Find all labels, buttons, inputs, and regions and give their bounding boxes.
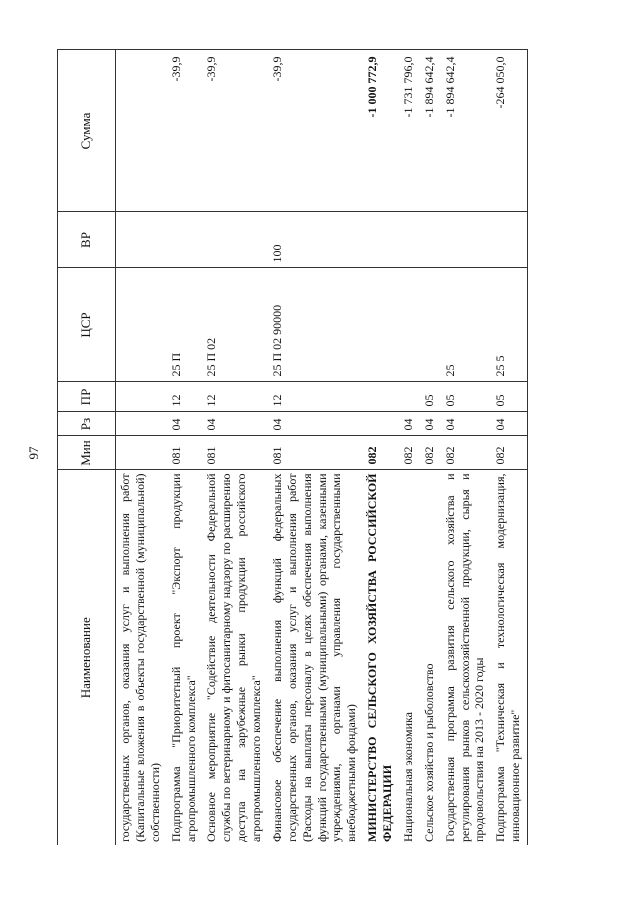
table-header bbox=[58, 50, 116, 845]
cell-csr: 25 5 bbox=[491, 268, 527, 382]
cell-csr: 25 П bbox=[167, 268, 203, 382]
cell-min: 081 bbox=[202, 436, 268, 470]
cell-sum: -39,9 bbox=[167, 50, 203, 212]
cell-min: 082 bbox=[420, 436, 441, 470]
cell-pr: 05 bbox=[420, 382, 441, 412]
cell-name: Финансовое обеспечение выполнения функций федеральных государственных органов, оказания услуг и выполнения работ (Расходы на выплаты персоналу в целях обеспечения выполнения функций государственными (муниципальными) органами, казенными учреждениями, органами управления государственными внебюджетными фондами) bbox=[268, 470, 363, 845]
cell-min: 082 bbox=[363, 436, 399, 470]
cell-sum: -264 050,0 bbox=[491, 50, 527, 212]
cell-rz: 04 bbox=[167, 412, 203, 436]
page-number: 97 bbox=[26, 446, 41, 460]
cell-vr bbox=[420, 212, 441, 268]
header-min: Мин bbox=[58, 436, 116, 470]
cell-rz bbox=[363, 412, 399, 436]
budget-table bbox=[57, 50, 528, 846]
cell-rz: 04 bbox=[441, 412, 492, 436]
cell-vr bbox=[202, 212, 268, 268]
cell-vr bbox=[167, 212, 203, 268]
cell-csr: 25 П 02 bbox=[202, 268, 268, 382]
cell-sum: -1 894 642,4 bbox=[441, 50, 492, 212]
cell-pr: 12 bbox=[202, 382, 268, 412]
cell-name: Основное мероприятие "Содействие деятельности Федеральной службы по ветеринарному и фитосанитарному надзору по расширению доступа на зарубежные рынки продукции российского агропромышленного комплекса" bbox=[202, 470, 268, 845]
cell-name: Подпрограмма "Техническая и технологическая модернизация, инновационное развитие" bbox=[491, 470, 527, 845]
table-row bbox=[441, 50, 492, 845]
cell-min bbox=[116, 436, 167, 470]
header-vr: ВР bbox=[58, 212, 116, 268]
cell-rz: 04 bbox=[399, 412, 420, 436]
cell-rz: 04 bbox=[268, 412, 363, 436]
cell-pr: 05 bbox=[441, 382, 492, 412]
cell-vr bbox=[363, 212, 399, 268]
cell-csr bbox=[420, 268, 441, 382]
header-rz: Рз bbox=[58, 412, 116, 436]
cell-csr: 25 bbox=[441, 268, 492, 382]
cell-csr: 25 П 02 90000 bbox=[268, 268, 363, 382]
cell-pr bbox=[399, 382, 420, 412]
table-row bbox=[363, 50, 399, 845]
table-row bbox=[399, 50, 420, 845]
cell-min: 082 bbox=[399, 436, 420, 470]
cell-pr bbox=[116, 382, 167, 412]
cell-sum: -1 894 642,4 bbox=[420, 50, 441, 212]
header-name: Наименование bbox=[58, 470, 116, 845]
cell-min: 081 bbox=[167, 436, 203, 470]
cell-min: 082 bbox=[441, 436, 492, 470]
cell-vr bbox=[491, 212, 527, 268]
cell-vr bbox=[441, 212, 492, 268]
cell-name: Сельское хозяйство и рыболовство bbox=[420, 470, 441, 845]
cell-sum: -39,9 bbox=[202, 50, 268, 212]
cell-sum: -1 000 772,9 bbox=[363, 50, 399, 212]
cell-rz bbox=[116, 412, 167, 436]
rotated-page-content bbox=[57, 50, 605, 845]
cell-rz: 04 bbox=[420, 412, 441, 436]
table-row bbox=[167, 50, 203, 845]
cell-csr bbox=[116, 268, 167, 382]
table-row bbox=[202, 50, 268, 845]
cell-min: 082 bbox=[491, 436, 527, 470]
cell-rz: 04 bbox=[491, 412, 527, 436]
table-row bbox=[420, 50, 441, 845]
cell-vr bbox=[116, 212, 167, 268]
table-row bbox=[268, 50, 363, 845]
cell-name: МИНИСТЕРСТВО СЕЛЬСКОГО ХОЗЯЙСТВА РОССИЙСКОЙ ФЕДЕРАЦИИ bbox=[363, 470, 399, 845]
cell-csr bbox=[399, 268, 420, 382]
cell-min: 081 bbox=[268, 436, 363, 470]
cell-pr bbox=[363, 382, 399, 412]
cell-pr: 12 bbox=[167, 382, 203, 412]
cell-vr: 100 bbox=[268, 212, 363, 268]
header-sum: Сумма bbox=[58, 50, 116, 212]
header-pr: ПР bbox=[58, 382, 116, 412]
cell-vr bbox=[399, 212, 420, 268]
cell-sum bbox=[116, 50, 167, 212]
cell-name: государственных органов, оказания услуг и выполнения работ (Капитальные вложения в объекты государственной (муниципальной) собственности) bbox=[116, 470, 167, 845]
header-csr: ЦСР bbox=[58, 268, 116, 382]
cell-name: Национальная экономика bbox=[399, 470, 420, 845]
cell-sum: -1 731 796,0 bbox=[399, 50, 420, 212]
table-row bbox=[491, 50, 527, 845]
cell-csr bbox=[363, 268, 399, 382]
cell-pr: 12 bbox=[268, 382, 363, 412]
cell-sum: -39,9 bbox=[268, 50, 363, 212]
cell-rz: 04 bbox=[202, 412, 268, 436]
cell-name: Государственная программа развития сельского хозяйства и регулирования рынков сельскохозяйственной продукции, сырья и продовольствия на 2013 - 2020 годы bbox=[441, 470, 492, 845]
cell-pr: 05 bbox=[491, 382, 527, 412]
table-row bbox=[116, 50, 167, 845]
cell-name: Подпрограмма "Приоритетный проект "Экспорт продукции агропромышленного комплекса" bbox=[167, 470, 203, 845]
